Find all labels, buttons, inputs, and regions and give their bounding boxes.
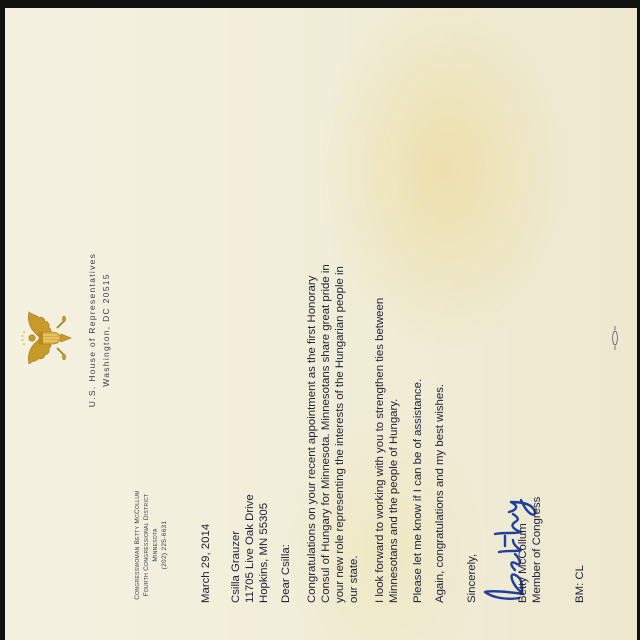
typist-initials: BM: CL	[574, 565, 586, 603]
letterhead-state: Minnesota	[152, 528, 159, 562]
letter-closing: Sincerely,	[466, 553, 478, 603]
paragraph-line: Congratulations on your recent appointment as the first Honorary	[306, 275, 318, 603]
letterhead-congresswoman: Congresswoman Betty McCollum	[134, 490, 141, 600]
paragraph-assistance	[411, 379, 425, 603]
letter-greeting: Dear Csilla:	[280, 544, 292, 603]
recipient-name: Csilla Grauzer	[230, 530, 242, 603]
paragraph-line: our state.	[348, 555, 360, 603]
recipient-address	[229, 494, 271, 603]
signer-name: Betty McCollum	[517, 523, 529, 603]
signer-title: Member of Congress	[531, 496, 543, 603]
letterhead-office-block	[133, 470, 169, 620]
paragraph-line: Consul of Hungary for Minnesota. Minnesotans share great pride in	[320, 264, 332, 603]
letterhead-phone: (202) 225-6631	[161, 520, 168, 570]
letterhead-house: U.S. House of Representatives	[87, 252, 97, 408]
eagle-seal-icon	[19, 308, 75, 368]
paragraph-line: Please let me know if I can be of assistance.	[412, 378, 424, 603]
paragraph-working-together	[373, 298, 401, 603]
footer-printer-mark-icon	[611, 324, 619, 352]
recipient-street: 11705 Live Oak Drive	[244, 494, 256, 603]
paragraph-line: Again, congratulations and my best wishes.	[434, 383, 446, 603]
recipient-city: Hopkins, MN 55305	[258, 502, 270, 603]
letterhead-district: Fourth Congressional District	[143, 493, 150, 597]
paragraph-line: Minnesotans and the people of Hungary.	[388, 398, 400, 603]
letter-page	[5, 8, 637, 640]
paragraph-best-wishes	[433, 384, 447, 603]
letter-date: March 29, 2014	[200, 523, 212, 603]
paragraph-line: I look forward to working with you to strengthen ties between	[374, 297, 386, 603]
paragraph-appointment	[305, 264, 361, 603]
paragraph-line: your new role representing the interests of the Hungarian people in	[334, 266, 346, 603]
letterhead-city: Washington, DC 20515	[101, 273, 111, 387]
